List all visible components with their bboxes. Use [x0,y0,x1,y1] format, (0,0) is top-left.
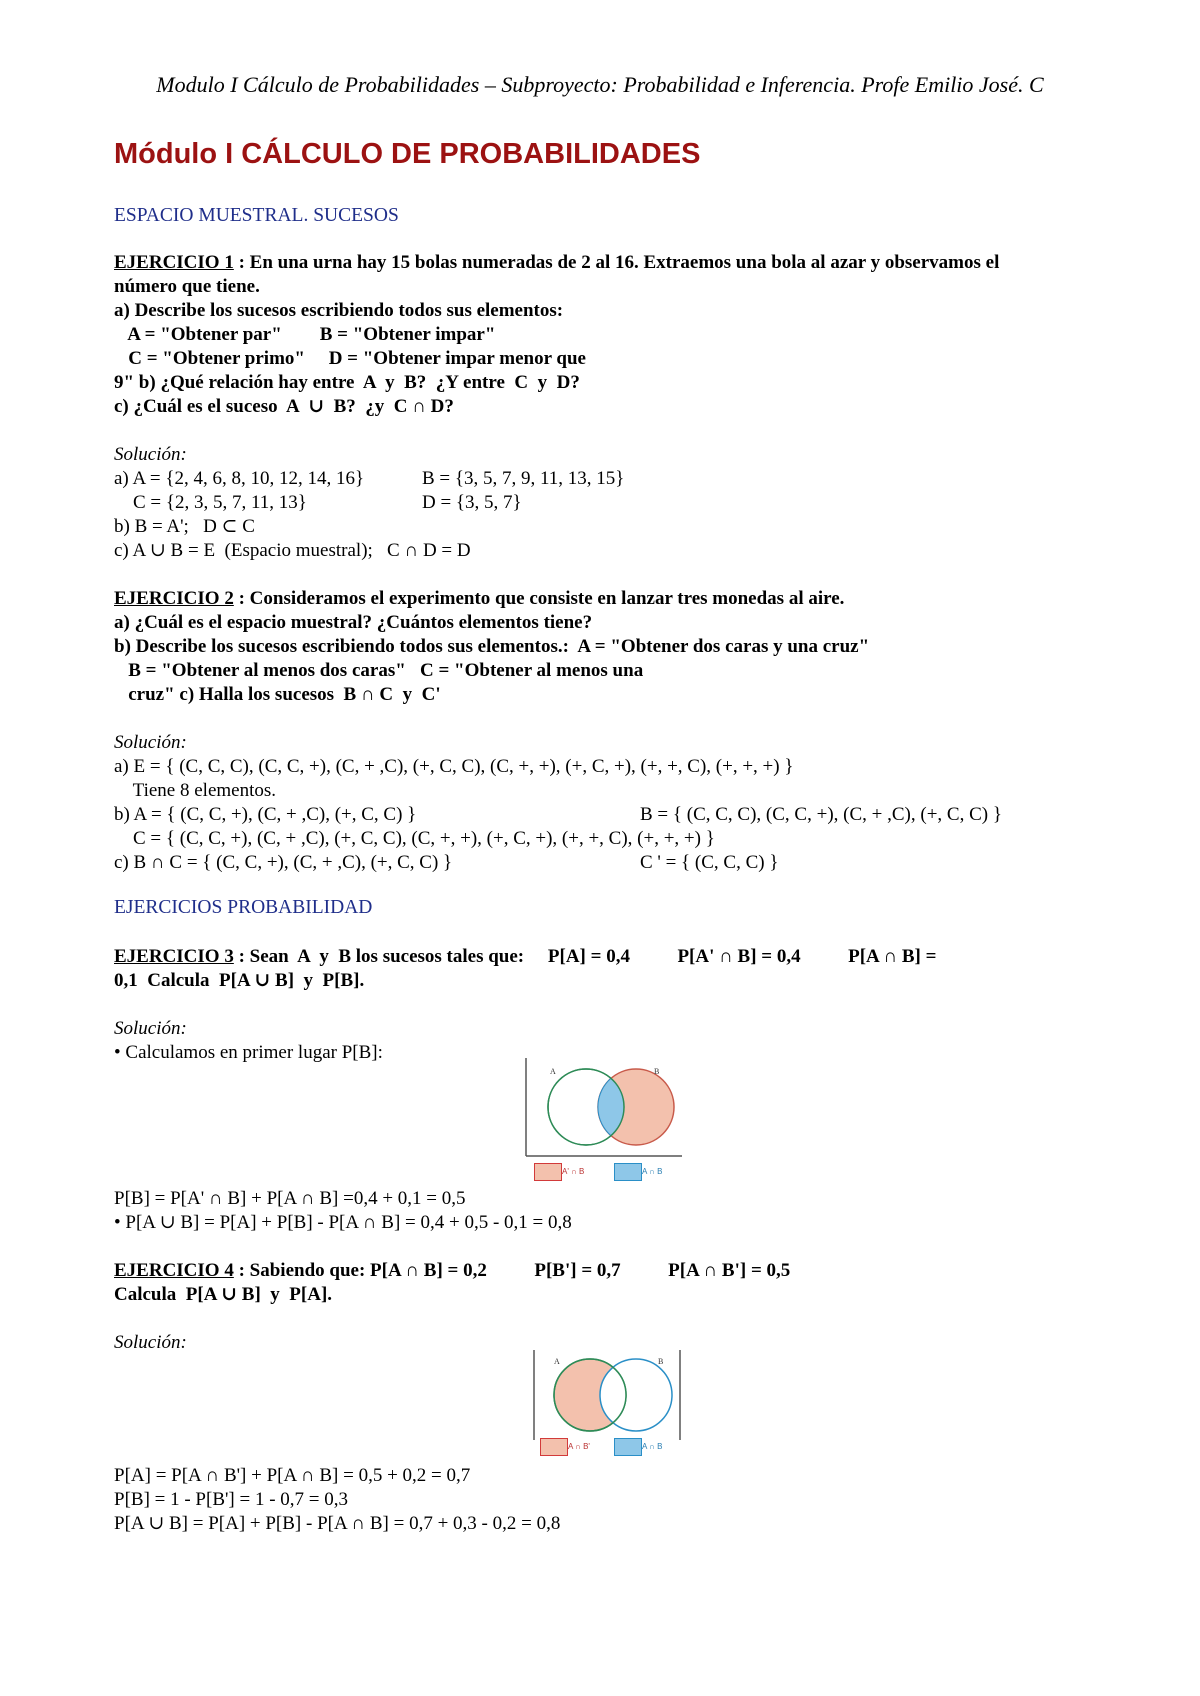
ej2-text: : Consideramos el experimento que consiste en lanzar tres monedas al aire. [233,588,845,609]
section-heading-probabilidad: EJERCICIOS PROBABILIDAD [114,897,373,918]
ej2-solution-line3a: b) A = { (C, C, +), (C, + ,C), (+, C, C) } [114,804,417,825]
ej4-statement-line2: Calcula P[A ∪ B] y P[A]. [114,1284,333,1305]
ej1-solution-line1a: a) A = {2, 4, 6, 8, 10, 12, 14, 16} [114,468,365,489]
ej1-solution-line3: b) B = A'; D ⊂ C [114,516,255,537]
ej2-statement-line5: cruz" c) Halla los sucesos B ∩ C y C' [114,684,441,705]
ej1-label: EJERCICIO 1 [114,252,234,273]
ej1-solution-label: Solución: [114,444,187,465]
ej1-solution-line2a: C = {2, 3, 5, 7, 11, 13} [114,492,307,513]
ej2-solution-line2: Tiene 8 elementos. [114,780,277,801]
set-a-label: A [554,1357,560,1366]
ej4-text: : Sabiendo que: P[A ∩ B] = 0,2 P[B'] = 0,7 P[A ∩ B'] = 0,5 [233,1260,791,1281]
ej2-solution-line3b: B = { (C, C, C), (C, C, +), (C, + ,C), (+, C, C) } [640,804,1002,825]
set-b-label: B [658,1357,664,1366]
ej2-solution-line4: C = { (C, C, +), (C, + ,C), (+, C, C), (C, +, +), (+, C, +), (+, +, C), (+, +, +) } [114,828,715,849]
ej1-solution-line4: c) A ∪ B = E (Espacio muestral); C ∩ D = D [114,540,471,561]
ej2-label: EJERCICIO 2 [114,588,234,609]
legend-swatch-red [534,1163,562,1181]
ej2-solution-line5a: c) B ∩ C = { (C, C, +), (C, + ,C), (+, C, C) } [114,852,453,873]
ej1-statement-line6: 9" b) ¿Qué relación hay entre A y B? ¿Y entre C y D? [114,372,580,393]
ej2-solution-line1: a) E = { (C, C, C), (C, C, +), (C, + ,C), (+, C, C), (C, +, +), (+, C, +), (+, +, C), (+, +, +) } [114,756,794,777]
ej2-statement-line3: b) Describe los sucesos escribiendo todos sus elementos.: A = "Obtener dos caras y una cruz" [114,636,870,657]
ej4-venn-diagram [532,1350,682,1442]
ej3-solution-line2: P[B] = P[A' ∩ B] + P[A ∩ B] =0,4 + 0,1 = 0,5 [114,1188,466,1209]
ej4-solution-label: Solución: [114,1332,187,1353]
ej1-statement-line3: a) Describe los sucesos escribiendo todos sus elementos: [114,300,564,321]
ej4-statement-line1 [114,1259,790,1283]
ej2-statement-line2: a) ¿Cuál es el espacio muestral? ¿Cuántos elementos tiene? [114,612,593,633]
ej1-solution-line2b: D = {3, 5, 7} [422,492,522,513]
ej4-label: EJERCICIO 4 [114,1260,234,1281]
ej4-solution-line3: P[A ∪ B] = P[A] + P[B] - P[A ∩ B] = 0,7 + 0,3 - 0,2 = 0,8 [114,1513,561,1534]
ej1-statement-line7: c) ¿Cuál es el suceso A ∪ B? ¿y C ∩ D? [114,396,454,417]
ej3-label: EJERCICIO 3 [114,946,234,967]
set-a-label: A [550,1067,556,1076]
ej2-solution-label: Solución: [114,732,187,753]
ej2-statement-line1 [114,587,844,611]
legend-swatch-red [540,1438,568,1456]
ej3-solution-line1: • Calculamos en primer lugar P[B]: [114,1042,383,1063]
ej1-statement-line2: número que tiene. [114,276,260,297]
ej2-statement-line4: B = "Obtener al menos dos caras" C = "Obtener al menos una [114,660,644,681]
legend-swatch-blue [614,1438,642,1456]
ej3-statement-line1 [114,945,936,969]
legend-label-1: A' ∩ B [562,1167,585,1176]
ej2-solution-line5b: C ' = { (C, C, C) } [640,852,779,873]
section-heading-espacio-muestral: ESPACIO MUESTRAL. SUCESOS [114,205,399,226]
set-b-label: B [654,1067,660,1076]
legend-label-2: A ∩ B [642,1167,663,1176]
ej3-text: : Sean A y B los sucesos tales que: P[A] = 0,4 P[A' ∩ B] = 0,4 P[A ∩ B] = [233,946,937,967]
ej3-solution-label: Solución: [114,1018,187,1039]
ej1-text: : En una urna hay 15 bolas numeradas de 2 al 16. Extraemos una bola al azar y observamos el [233,252,1000,273]
ej4-solution-line1: P[A] = P[A ∩ B'] + P[A ∩ B] = 0,5 + 0,2 = 0,7 [114,1465,471,1486]
ej1-statement-line1 [114,251,999,275]
running-header: Modulo I Cálculo de Probabilidades – Subproyecto: Probabilidad e Inferencia. Profe Emilio José. C [156,72,1044,97]
legend-swatch-blue [614,1163,642,1181]
ej3-solution-line3: • P[A ∪ B] = P[A] + P[B] - P[A ∩ B] = 0,4 + 0,5 - 0,1 = 0,8 [114,1212,572,1233]
page-title: Módulo I CÁLCULO DE PROBABILIDADES [114,138,701,170]
ej1-solution-line1b: B = {3, 5, 7, 9, 11, 13, 15} [422,468,625,489]
legend-label-1: A ∩ B' [568,1442,590,1451]
ej4-solution-line2: P[B] = 1 - P[B'] = 1 - 0,7 = 0,3 [114,1489,349,1510]
ej1-statement-line4: A = "Obtener par" B = "Obtener impar" [114,324,496,345]
legend-label-2: A ∩ B [642,1442,663,1451]
ej3-statement-line2: 0,1 Calcula P[A ∪ B] y P[B]. [114,970,365,991]
ej1-statement-line5: C = "Obtener primo" D = "Obtener impar menor que [114,348,586,369]
